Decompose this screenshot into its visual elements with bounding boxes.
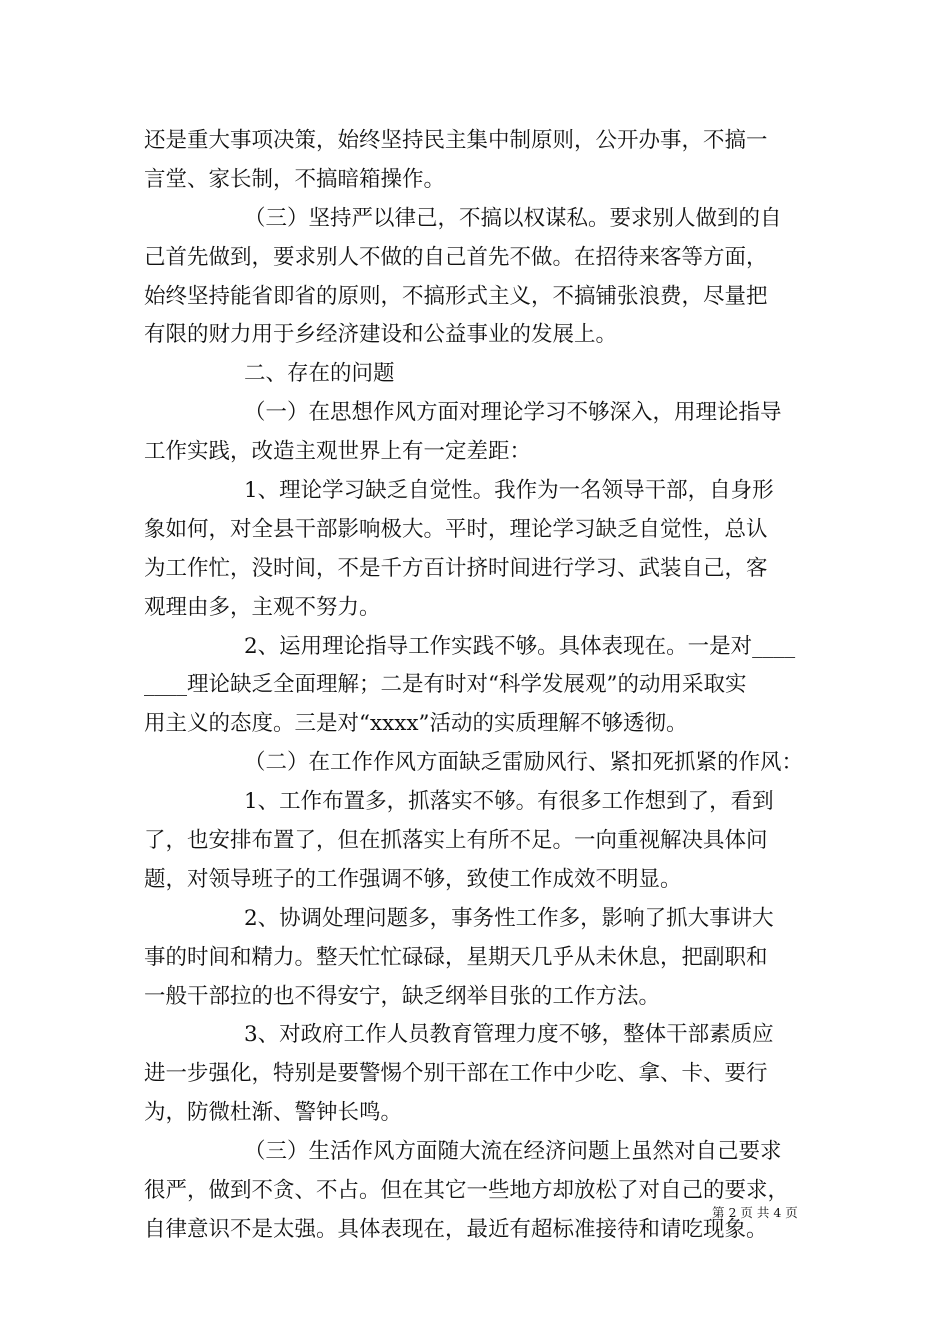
text-line: 为工作忙，没时间，不是千方百计挤时间进行学习、武装自己，客 (144, 555, 768, 581)
text-line: （二）在工作作风方面缺乏雷励风行、紧扣死抓紧的作风： (244, 750, 804, 776)
text-line: 2、协调处理问题多，事务性工作多，影响了抓大事讲大 (244, 905, 774, 931)
text-line: 自律意识不是太强。具体表现在，最近有超标准接待和请吃现象。 (144, 1216, 768, 1242)
text-line: 言堂、家长制，不搞暗箱操作。 (144, 166, 446, 192)
text-line: 1、理论学习缺乏自觉性。我作为一名领导干部，自身形 (244, 478, 774, 504)
text-line: 一般干部拉的也不得安宁，缺乏纲举目张的工作方法。 (144, 983, 661, 1009)
text-line: ____理论缺乏全面理解；二是有时对“科学发展观”的动用采取实 (144, 672, 747, 698)
text-line: 观理由多，主观不努力。 (144, 594, 381, 620)
text-line: 己首先做到，要求别人不做的自己首先不做。在招待来客等方面， (144, 244, 768, 270)
text-line: 很严，做到不贪、不占。但在其它一些地方却放松了对自己的要求， (144, 1178, 790, 1204)
text-line: 进一步强化，特别是要警惕个别干部在工作中少吃、拿、卡、要行 (144, 1061, 768, 1087)
text-line: 二、存在的问题 (244, 361, 395, 387)
text-line: （三）坚持严以律己，不搞以权谋私。要求别人做到的自 (244, 205, 782, 231)
text-line: 1、工作布置多，抓落实不够。有很多工作想到了，看到 (244, 789, 774, 815)
text-line: 还是重大事项决策，始终坚持民主集中制原则，公开办事，不搞一 (144, 128, 768, 153)
text-line: 2、运用理论指导工作实践不够。具体表现在。一是对____ (244, 633, 796, 659)
text-line: （一）在思想作风方面对理论学习不够深入，用理论指导 (244, 400, 782, 426)
text-line: 了，也安排布置了，但在抓落实上有所不足。一向重视解决具体问 (144, 828, 768, 854)
text-line: 事的时间和精力。整天忙忙碌碌，星期天几乎从未休息，把副职和 (144, 944, 768, 970)
document-body (144, 122, 808, 1250)
text-line: 工作实践，改造主观世界上有一定差距： (144, 439, 532, 465)
text-line: 3、对政府工作人员教育管理力度不够，整体干部素质应 (244, 1022, 774, 1048)
text-line: （三）生活作风方面随大流在经济问题上虽然对自己要求 (244, 1139, 782, 1165)
text-line: 为，防微杜渐、警钟长鸣。 (144, 1100, 403, 1126)
text-line: 用主义的态度。三是对“xxxx”活动的实质理解不够透彻。 (144, 711, 688, 737)
text-line: 题，对领导班子的工作强调不够，致使工作成效不明显。 (144, 866, 682, 892)
text-line: 象如何，对全县干部影响极大。平时，理论学习缺乏自觉性，总认 (144, 516, 768, 542)
text-line: 始终坚持能省即省的原则，不搞形式主义，不搞铺张浪费，尽量把 (144, 283, 768, 309)
page-number-footer: 第 2 页 共 4 页 (712, 1205, 798, 1220)
text-line: 有限的财力用于乡经济建设和公益事业的发展上。 (144, 322, 618, 348)
